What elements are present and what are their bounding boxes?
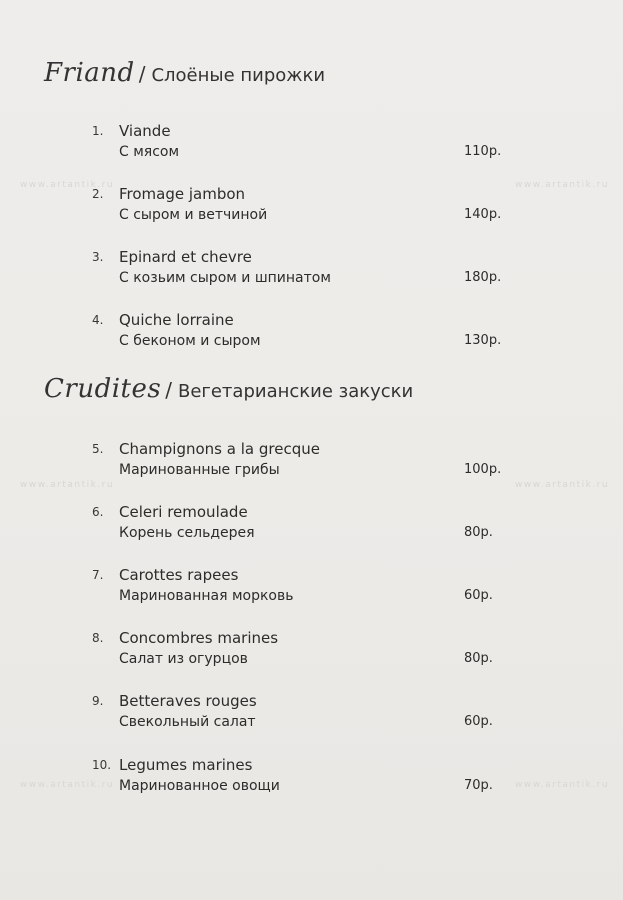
item-number: 4.	[92, 313, 104, 327]
item-name-french: Legumes marines	[119, 756, 253, 774]
menu-item	[92, 440, 512, 484]
item-name-russian: С козьим сыром и шпинатом	[119, 270, 331, 286]
item-price: 110р.	[464, 144, 502, 159]
item-name-russian: Маринованное овощи	[119, 778, 280, 794]
item-price: 80р.	[464, 651, 493, 666]
item-price: 70р.	[464, 778, 493, 793]
item-name-russian: Маринованные грибы	[119, 462, 280, 478]
item-name-russian: С мясом	[119, 144, 180, 160]
item-number: 9.	[92, 694, 104, 708]
watermark-text: www.artantik.ru	[20, 180, 115, 190]
item-price: 100р.	[464, 462, 502, 477]
menu-item	[92, 629, 512, 673]
section-title-russian: Вегетарианские закуски	[177, 381, 414, 402]
section-title-french: Friand	[44, 58, 135, 88]
watermark-text: www.artantik.ru	[515, 180, 610, 190]
item-price: 130р.	[464, 333, 502, 348]
menu-item	[92, 503, 512, 547]
section-title-separator: /	[165, 378, 172, 402]
item-price: 180р.	[464, 270, 502, 285]
watermark-text: www.artantik.ru	[20, 480, 115, 490]
item-price: 80р.	[464, 525, 493, 540]
item-name-russian: С сыром и ветчиной	[119, 207, 268, 223]
menu-item	[92, 756, 512, 800]
item-number: 10.	[92, 758, 112, 772]
item-name-french: Quiche lorraine	[119, 311, 234, 329]
watermark-text: www.artantik.ru	[20, 780, 115, 790]
menu-item	[92, 566, 512, 610]
item-number: 8.	[92, 631, 104, 645]
watermark-text: www.artantik.ru	[515, 480, 610, 490]
menu-item	[92, 311, 512, 355]
item-name-french: Champignons a la grecque	[119, 440, 320, 458]
item-name-french: Celeri remoulade	[119, 503, 248, 521]
item-name-french: Fromage jambon	[119, 185, 246, 203]
item-name-russian: Салат из огурцов	[119, 651, 248, 667]
menu-item	[92, 122, 512, 166]
item-price: 60р.	[464, 714, 493, 729]
section-title-friand	[44, 60, 325, 86]
item-name-french: Betteraves rouges	[119, 692, 257, 710]
menu-item	[92, 692, 512, 736]
item-number: 1.	[92, 124, 104, 138]
item-name-russian: Корень сельдерея	[119, 525, 255, 541]
item-name-russian: Маринованная морковь	[119, 588, 294, 604]
item-name-russian: С беконом и сыром	[119, 333, 261, 349]
item-number: 7.	[92, 568, 104, 582]
item-name-russian: Свекольный салат	[119, 714, 256, 730]
item-name-french: Epinard et chevre	[119, 248, 252, 266]
item-number: 5.	[92, 442, 104, 456]
watermark-text: www.artantik.ru	[515, 780, 610, 790]
menu-item	[92, 248, 512, 292]
item-name-french: Viande	[119, 122, 171, 140]
item-name-french: Concombres marines	[119, 629, 279, 647]
item-number: 3.	[92, 250, 104, 264]
item-number: 6.	[92, 505, 104, 519]
item-price: 60р.	[464, 588, 493, 603]
item-name-french: Carottes rapees	[119, 566, 239, 584]
section-title-french: Crudites	[44, 374, 162, 404]
menu-item	[92, 185, 512, 229]
section-title-separator: /	[138, 62, 146, 86]
item-number: 2.	[92, 187, 104, 201]
item-price: 140р.	[464, 207, 502, 222]
section-title-crudites	[44, 376, 413, 402]
section-title-russian: Слоёные пирожки	[151, 65, 326, 86]
